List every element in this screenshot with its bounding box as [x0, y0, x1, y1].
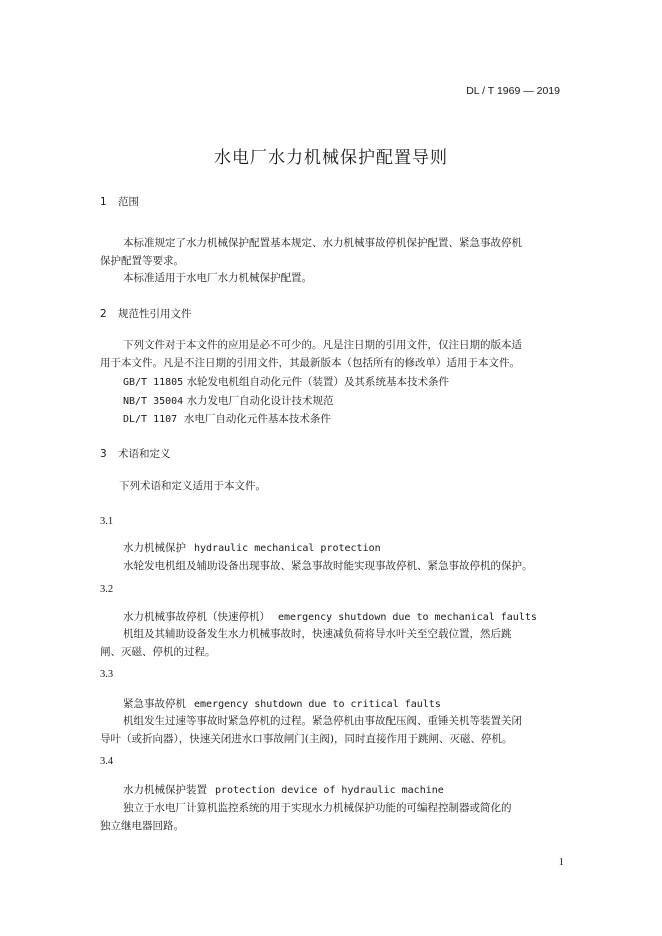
reference-title: 水力发电厂自动化设计技术规范 — [186, 395, 334, 407]
term-heading — [123, 609, 537, 624]
term-number: 3.2 — [100, 584, 114, 595]
section-number: 1 — [100, 196, 107, 208]
term-definition-line-2: 导叶（或折向器），快速关闭进水口事故闸门(主阀)，同时直接作用于跳闸、灭磁、停机。 — [100, 733, 513, 745]
reference-code: GB/T 11805 — [123, 377, 184, 388]
term-chinese: 紧急事故停机 — [123, 698, 186, 710]
term-number: 3.1 — [100, 516, 114, 527]
section-number: 3 — [100, 448, 107, 460]
section-heading-terms-and-definitions — [100, 446, 171, 461]
page-title: 水电厂水力机械保护配置导则 — [214, 148, 448, 168]
term-chinese: 水力机械保护 — [123, 542, 186, 554]
reference-code: NB/T 35004 — [123, 396, 184, 407]
section-title: 范围 — [118, 196, 139, 208]
section-heading-scope — [100, 194, 139, 209]
reference-title: 水轮发电机组自动化元件（装置）及其系统基本技术条件 — [186, 376, 450, 388]
references-intro-line-1: 下列文件对于本文件的应用是必不可少的。凡是注日期的引用文件，仅注日期的版本适 — [123, 339, 522, 351]
scope-paragraph-2: 本标准适用于水电厂水力机械保护配置。 — [123, 272, 312, 284]
term-definition-line-2: 闸、灭磁、停机的过程。 — [100, 646, 216, 658]
term-english: hydraulic mechanical protection — [194, 543, 381, 554]
term-definition-line-2: 独立继电器回路。 — [100, 820, 184, 832]
section-title: 规范性引用文件 — [118, 308, 192, 320]
reference-item — [123, 411, 331, 426]
term-definition-line-1: 机组发生过速等事故时紧急停机的过程。紧急停机由事故配压阀、重锤关机等装置关闭 — [123, 715, 522, 727]
term-english: protection device of hydraulic machine — [215, 785, 444, 796]
term-definition-line-1: 独立于水电厂计算机监控系统的用于实现水力机械保护功能的可编程控制器或简化的 — [123, 802, 512, 814]
page-number: 1 — [558, 857, 564, 868]
standard-number: DL / T 1969 — 2019 — [466, 85, 560, 97]
term-definition-line-1: 水轮发电机组及辅助设备出现事故、紧急事故时能实现事故停机、紧急事故停机的保护。 — [123, 560, 533, 572]
reference-item — [123, 393, 334, 408]
scope-paragraph-1-line-1: 本标准规定了水力机械保护配置基本规定、水力机械事故停机保护配置、紧急事故停机 — [123, 237, 522, 249]
section-title: 术语和定义 — [118, 448, 171, 460]
terms-intro: 下列术语和定义适用于本文件。 — [119, 480, 266, 492]
reference-code: DL/T 1107 — [123, 414, 178, 425]
term-english: emergency shutdown due to mechanical faults — [278, 612, 537, 623]
section-number: 2 — [100, 308, 107, 320]
term-heading — [123, 782, 444, 797]
term-heading — [123, 540, 381, 555]
references-intro-line-2: 用于本文件。凡是不注日期的引用文件，其最新版本（包括所有的修改单）适用于本文件。 — [100, 357, 520, 369]
section-heading-normative-references — [100, 306, 192, 321]
term-heading — [123, 696, 441, 711]
scope-paragraph-1-line-2: 保护配置等要求。 — [100, 255, 184, 267]
reference-item — [123, 374, 449, 389]
term-chinese: 水力机械保护装置 — [123, 784, 207, 796]
term-number: 3.4 — [100, 756, 114, 767]
term-english: emergency shutdown due to critical faults — [194, 699, 441, 710]
term-definition-line-1: 机组及其辅助设备发生水力机械事故时，快速减负荷将导水叶关至空载位置，然后跳 — [123, 628, 512, 640]
term-number: 3.3 — [100, 669, 114, 680]
term-chinese: 水力机械事故停机（快速停机） — [123, 611, 270, 623]
reference-title: 水电厂自动化元件基本技术条件 — [183, 413, 331, 425]
